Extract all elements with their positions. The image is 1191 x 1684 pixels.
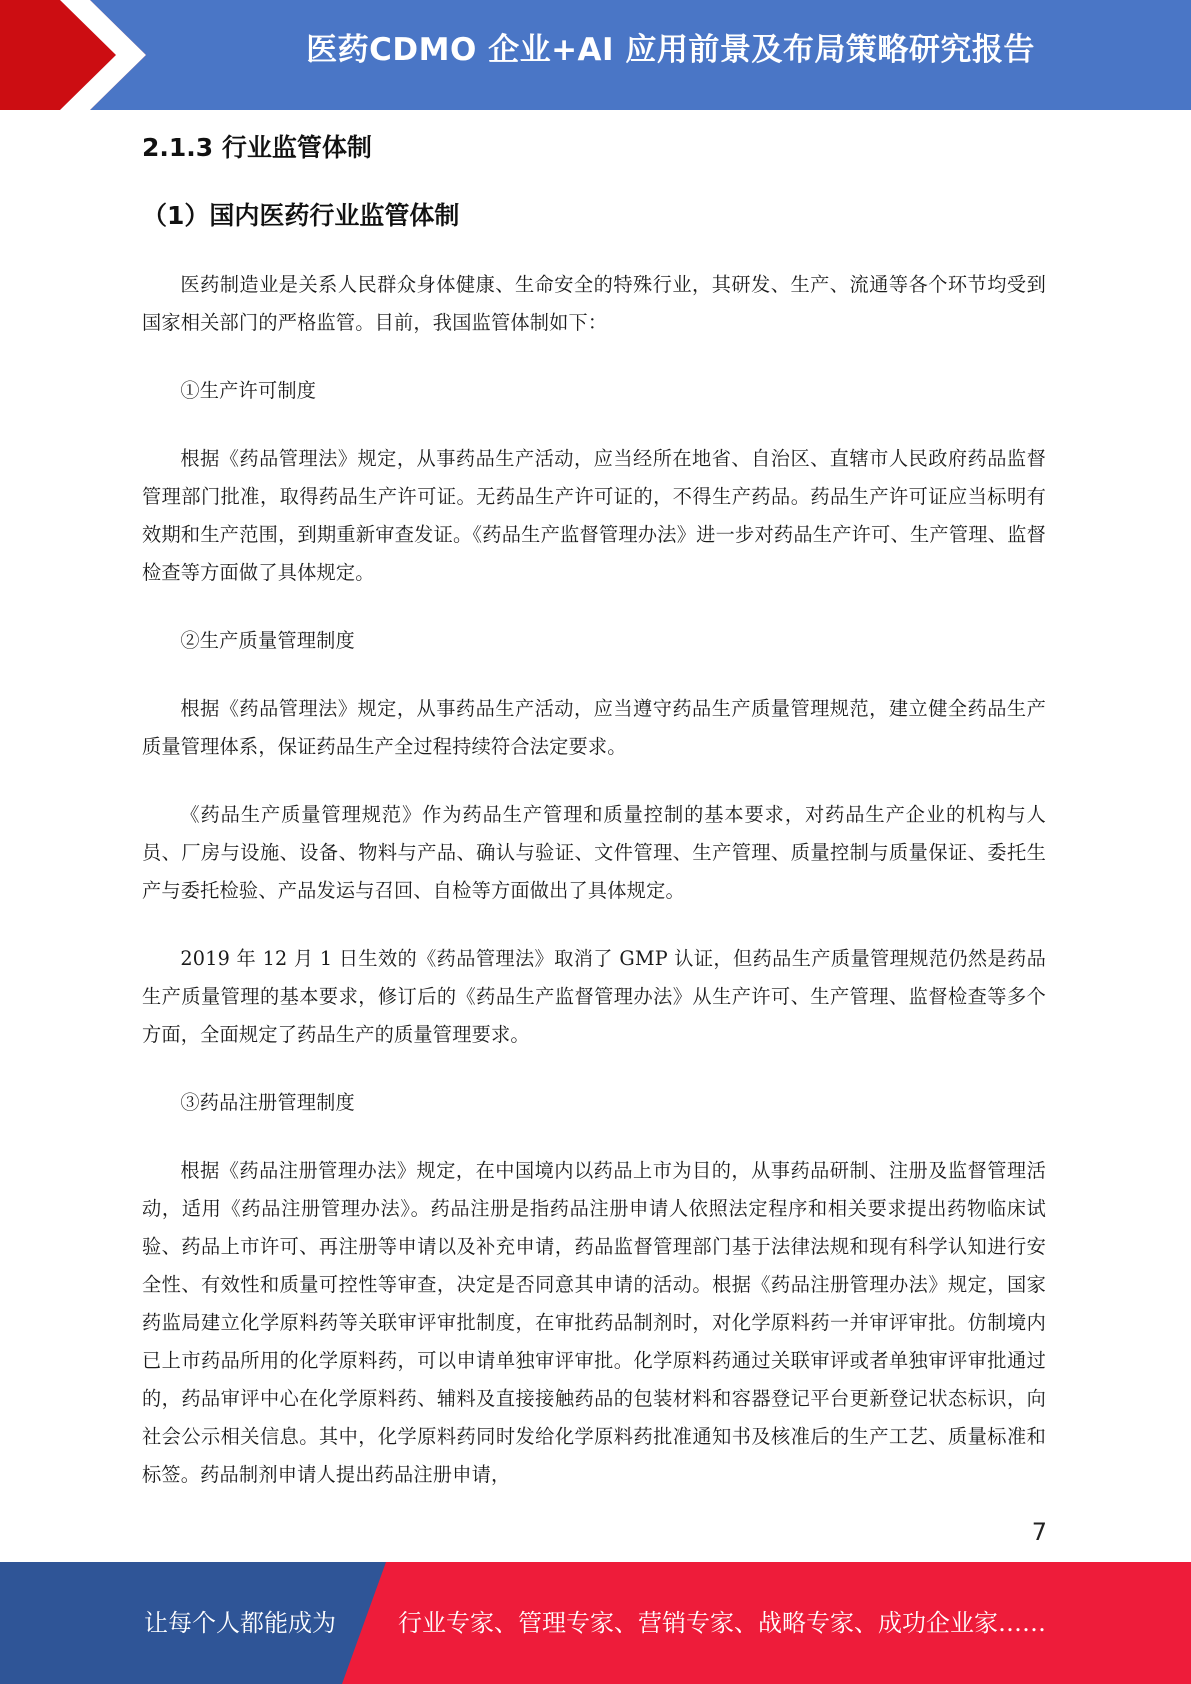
header-chevron-decoration xyxy=(0,0,150,110)
item-heading-quality-management: ②生产质量管理制度 xyxy=(180,629,355,652)
page-number: 7 xyxy=(1031,1518,1047,1546)
page-header xyxy=(0,0,1191,110)
subsection-heading: （1）国内医药行业监管体制 xyxy=(142,201,460,230)
paragraph-registration: 根据《药品注册管理办法》规定，在中国境内以药品上市为目的，从事药品研制、注册及监督管理活动，适用《药品注册管理办法》。药品注册是指药品注册申请人依照法定程序和相关要求提出药物临床试验、药品上市许可、再注册等申请以及补充申请，药品监督管理部门基于法律法规和现有科学认知进行安全性、有效性和质量可控性等审查，决定是否同意其申请的活动。根据《药品注册管理办法》规定，国家药监局建立化学原料药等关联审评审批制度，在审批药品制剂时，对化学原料药一并审评审批。仿制境内已上市药品所用的化学原料药，可以申请单独审评审批。化学原料药通过关联审评或者单独审评审批通过的，药品审评中心在化学原料药、辅料及直接接触药品的包装材料和容器登记平台更新登记状态标识，向社会公示相关信息。其中，化学原料药同时发给化学原料药批准通知书及核准后的生产工艺、质量标准和标签。药品制剂申请人提出药品注册申请， xyxy=(142,1159,1046,1486)
item-heading-registration: ③药品注册管理制度 xyxy=(180,1091,355,1114)
report-title: 医药CDMO 企业+AI 应用前景及布局策略研究报告 xyxy=(306,32,1035,68)
paragraph-intro: 医药制造业是关系人民群众身体健康、生命安全的特殊行业，其研发、生产、流通等各个环节均受到国家相关部门的严格监管。目前，我国监管体制如下： xyxy=(142,273,1046,334)
section-heading: 2.1.3 行业监管体制 xyxy=(142,133,372,162)
paragraph-quality-management-law: 根据《药品管理法》规定，从事药品生产活动，应当遵守药品生产质量管理规范，建立健全药品生产质量管理体系，保证药品生产全过程持续符合法定要求。 xyxy=(142,697,1046,758)
paragraph-gmp-standard: 《药品生产质量管理规范》作为药品生产管理和质量控制的基本要求，对药品生产企业的机构与人员、厂房与设施、设备、物料与产品、确认与验证、文件管理、生产管理、质量控制与质量保证、委托生产与委托检验、产品发运与召回、自检等方面做出了具体规定。 xyxy=(142,803,1046,902)
item-heading-production-license: ①生产许可制度 xyxy=(180,379,317,402)
footer-slogan-left: 让每个人都能成为 xyxy=(144,1609,336,1637)
paragraph-production-license: 根据《药品管理法》规定，从事药品生产活动，应当经所在地省、自治区、直辖市人民政府药品监督管理部门批准，取得药品生产许可证。无药品生产许可证的，不得生产药品。药品生产许可证应当标明有效期和生产范围，到期重新审查发证。《药品生产监督管理办法》进一步对药品生产许可、生产管理、监督检查等方面做了具体规定。 xyxy=(142,447,1046,584)
paragraph-gmp-2019: 2019 年 12 月 1 日生效的《药品管理法》取消了 GMP 认证，但药品生产质量管理规范仍然是药品生产质量管理的基本要求，修订后的《药品生产监督管理办法》从生产许可、生产管理、监督检查等多个方面，全面规定了药品生产的质量管理要求。 xyxy=(142,947,1046,1046)
page-footer xyxy=(0,1562,1191,1684)
page-content xyxy=(142,128,1046,1494)
footer-slogan-right: 行业专家、管理专家、营销专家、战略专家、成功企业家…… xyxy=(398,1609,1046,1637)
